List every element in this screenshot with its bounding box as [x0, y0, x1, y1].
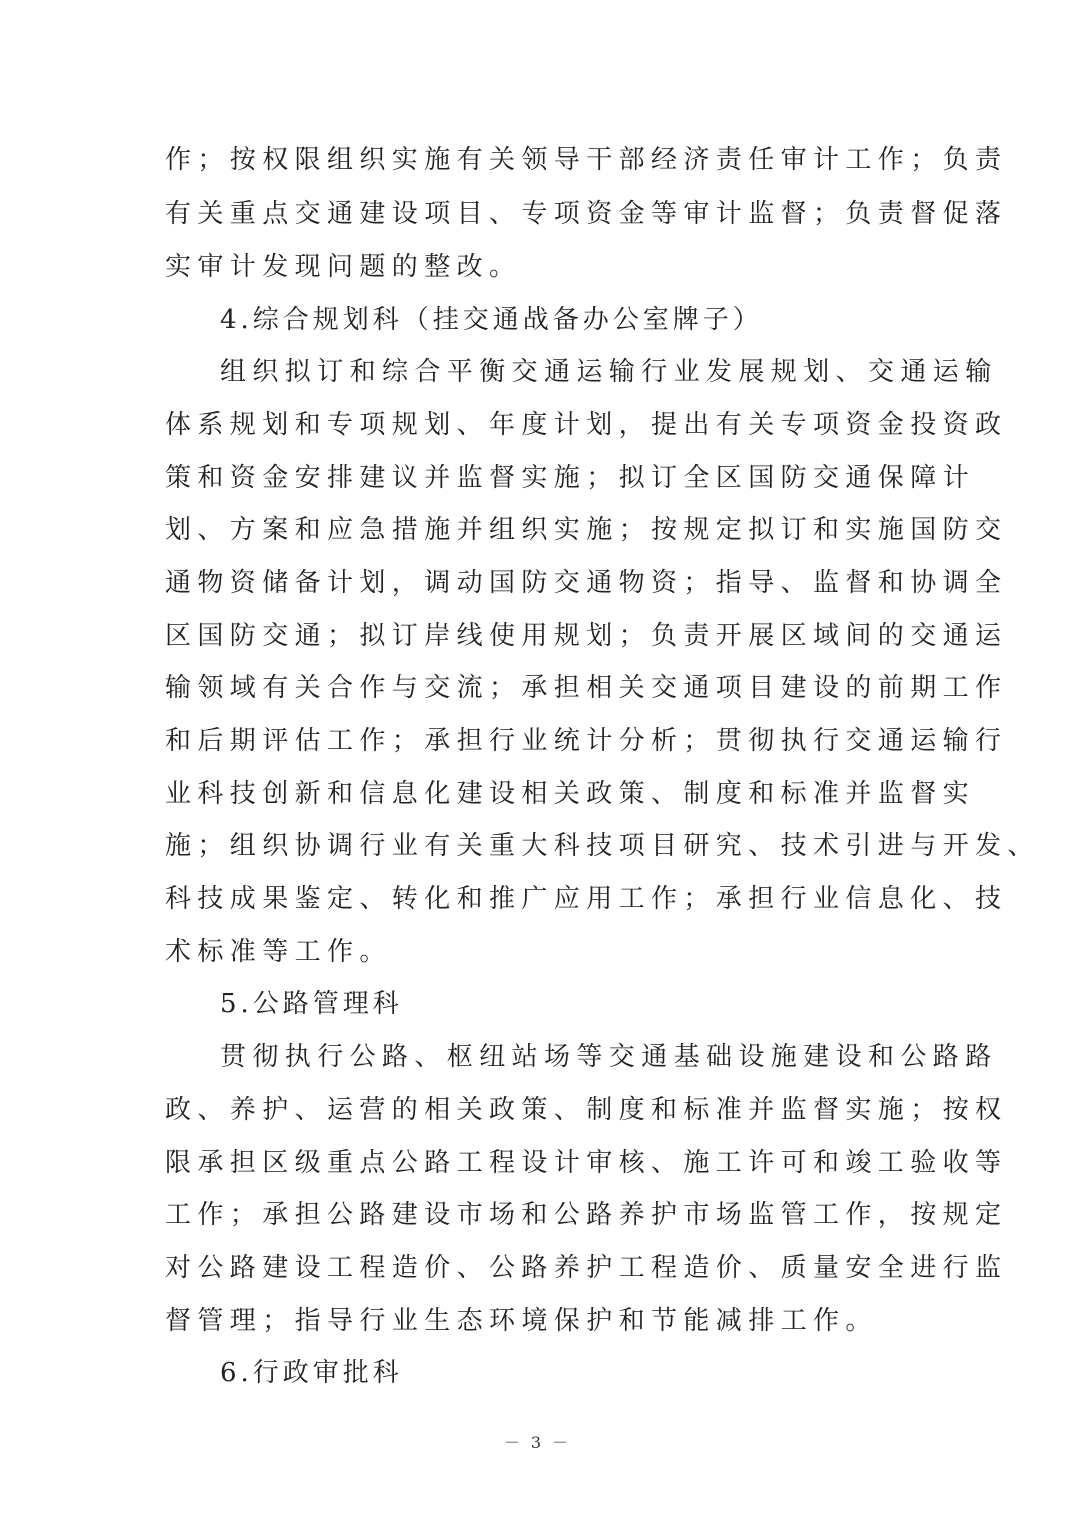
paragraph-first-line: 贯彻执行公路、枢纽站场等交通基础设施建设和公路路: [220, 1042, 998, 1072]
text-line: 限承担区级重点公路工程设计审核、施工许可和竣工验收等: [165, 1148, 1008, 1178]
text-line: 施；组织协调行业有关重大科技项目研究、技术引进与开发、: [165, 831, 1040, 861]
text-line: 政、养护、运营的相关政策、制度和标准并监督实施；按权: [165, 1095, 1008, 1125]
text-line: 术标准等工作。: [165, 937, 392, 967]
text-line: 输领域有关合作与交流；承担相关交通项目建设的前期工作: [165, 673, 1008, 703]
text-line: 作；按权限组织实施有关领导干部经济责任审计工作；负责: [165, 145, 1008, 175]
page-number: － 3 －: [503, 1433, 572, 1452]
text-line: 划、方案和应急措施并组织实施；按规定拟订和实施国防交: [165, 515, 1008, 545]
section-heading: 4.综合规划科（挂交通战备办公室牌子）: [220, 305, 763, 335]
text-line: 实审计发现问题的整改。: [165, 252, 522, 282]
section-heading: 6.行政审批科: [220, 1358, 403, 1388]
text-line: 区国防交通；拟订岸线使用规划；负责开展区域间的交通运: [165, 621, 1008, 651]
text-line: 工作；承担公路建设市场和公路养护市场监管工作，按规定: [165, 1200, 1008, 1230]
text-line: 体系规划和专项规划、年度计划，提出有关专项资金投资政: [165, 410, 1008, 440]
section-heading: 5.公路管理科: [220, 989, 403, 1019]
text-line: 科技成果鉴定、转化和推广应用工作；承担行业信息化、技: [165, 884, 1008, 914]
text-line: 对公路建设工程造价、公路养护工程造价、质量安全进行监: [165, 1253, 1008, 1283]
text-line: 业科技创新和信息化建设相关政策、制度和标准并监督实: [165, 779, 976, 809]
text-line: 有关重点交通建设项目、专项资金等审计监督；负责督促落: [165, 199, 1008, 229]
text-line: 督管理；指导行业生态环境保护和节能减排工作。: [165, 1306, 878, 1336]
text-line: 和后期评估工作；承担行业统计分析；贯彻执行交通运输行: [165, 726, 1008, 756]
text-line: 策和资金安排建议并监督实施；拟订全区国防交通保障计: [165, 463, 976, 493]
paragraph-first-line: 组织拟订和综合平衡交通运输行业发展规划、交通运输: [220, 357, 998, 387]
text-line: 通物资储备计划，调动国防交通物资；指导、监督和协调全: [165, 568, 1008, 598]
